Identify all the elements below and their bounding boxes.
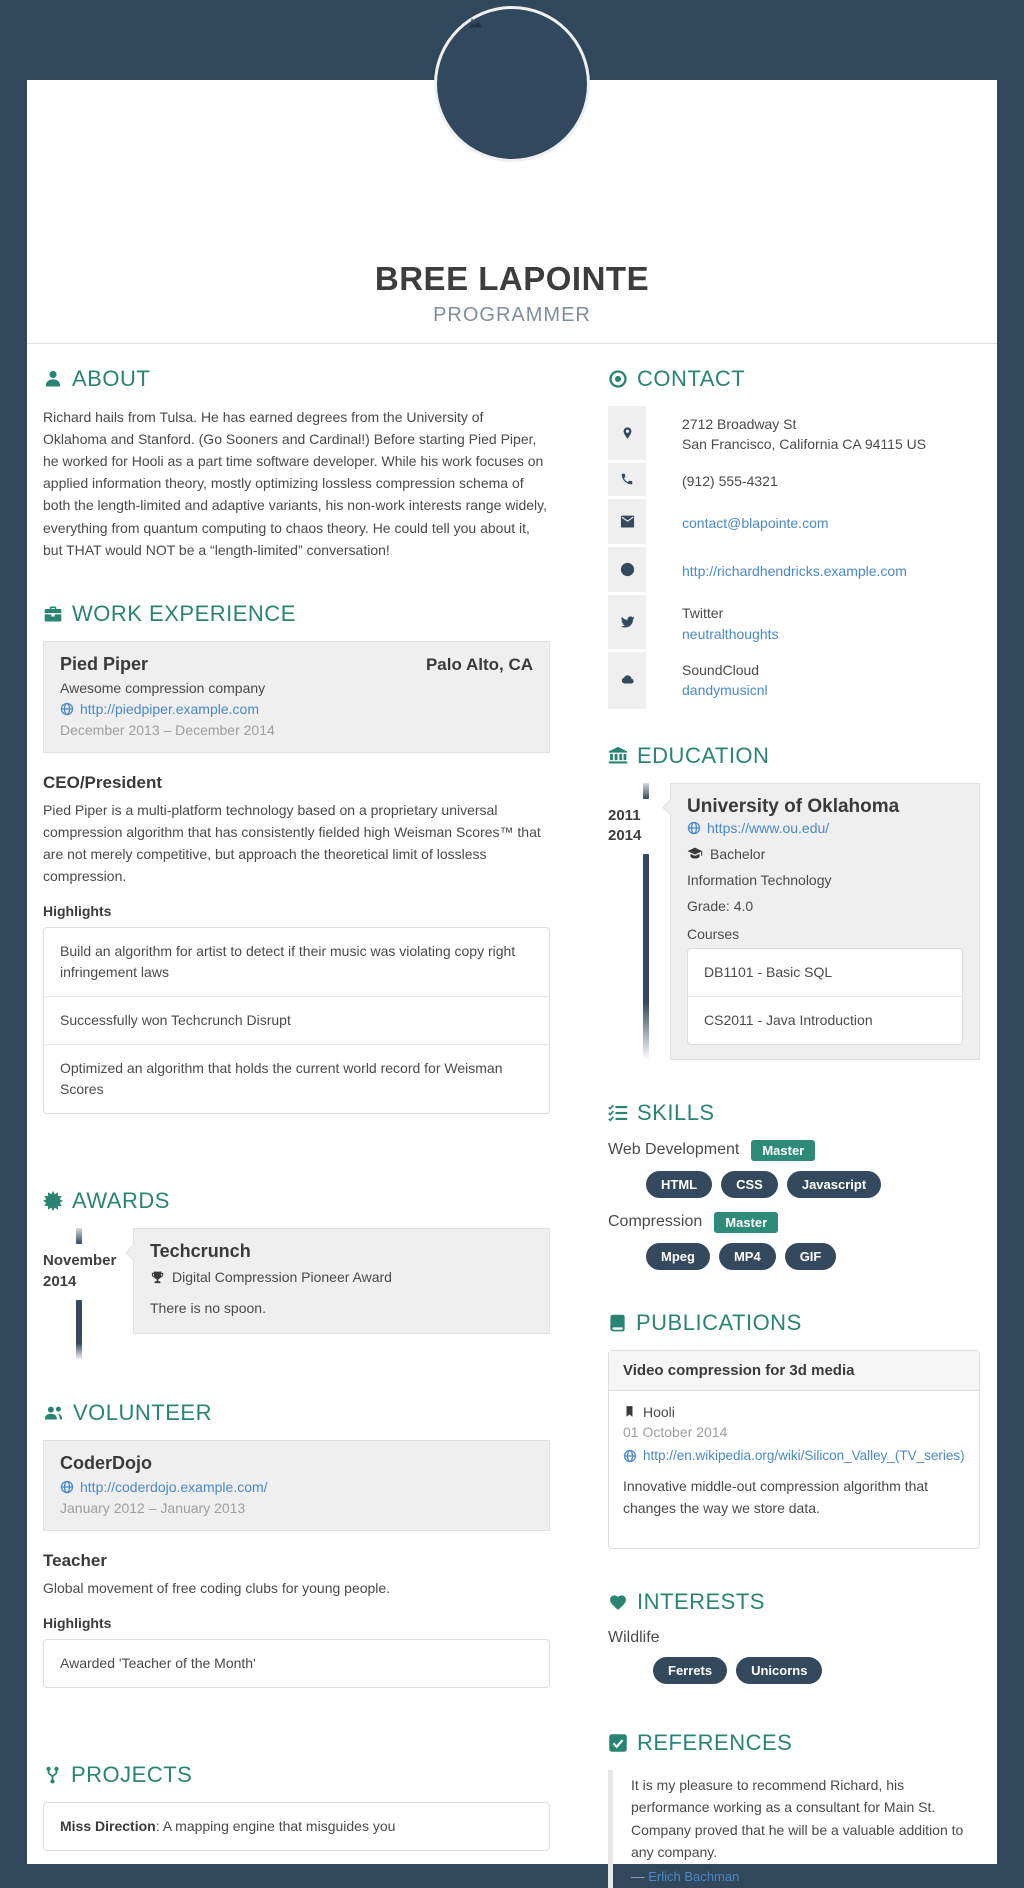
keyword-pill: HTML [646, 1171, 712, 1198]
publication-body [609, 1391, 979, 1549]
awards-timeline [43, 1228, 550, 1360]
briefcase-icon [43, 604, 63, 624]
profile-network: Twitter [682, 605, 724, 622]
envelope-icon [608, 499, 646, 547]
section-heading-contact [608, 366, 980, 392]
contact-email [646, 499, 980, 547]
contact-row-phone [608, 463, 980, 499]
section-heading-references [608, 1730, 980, 1756]
graduation-cap-icon [687, 847, 703, 861]
globe-icon [623, 1449, 637, 1463]
interest-keywords [653, 1657, 980, 1684]
keyword-pill: CSS [721, 1171, 778, 1198]
job-title: PROGRAMMER [433, 304, 591, 326]
timeline-bar [76, 1228, 82, 1244]
keyword-pill: MP4 [719, 1243, 776, 1270]
projects-list [43, 1802, 550, 1851]
skill-keywords [646, 1243, 980, 1270]
section-title: PROJECTS [71, 1762, 193, 1788]
bullseye-icon [608, 369, 628, 389]
twitter-icon [608, 595, 646, 652]
map-marker-icon [608, 406, 646, 463]
address-line: San Francisco, California CA 94115 US [682, 436, 927, 453]
award-year: 2014 [43, 1272, 77, 1290]
interest-name: Wildlife [608, 1629, 660, 1647]
skill-keywords [646, 1171, 980, 1198]
avatar [434, 6, 590, 162]
institution-website-link[interactable]: https://www.ou.edu/ [707, 819, 830, 836]
skill-group [608, 1212, 980, 1270]
section-heading-interests [608, 1589, 980, 1615]
keyword-pill: Javascript [787, 1171, 881, 1198]
award-month: November [43, 1252, 117, 1270]
section-title: INTERESTS [637, 1589, 765, 1615]
section-heading-publications [608, 1310, 980, 1336]
work-summary: Pied Piper is a multi-platform technology based on a proprietary universal compression algorithm that has consistently fielded high Weisman Scores™ that are not merely competitive, but approach the theoretical limit of lossless compression. [43, 801, 541, 885]
contact-address [646, 406, 980, 463]
soundcloud-icon [608, 652, 646, 709]
institution-name: University of Oklahoma [687, 795, 900, 817]
volunteer-org-card [43, 1440, 550, 1531]
seal-icon [43, 1191, 63, 1211]
company-name: Pied Piper [60, 653, 149, 674]
education-start-year: 2011 [608, 806, 641, 824]
contact-row-twitter [608, 595, 980, 652]
contact-row-soundcloud [608, 652, 980, 709]
project-description: : A mapping engine that misguides you [155, 1818, 396, 1835]
volunteer-dates: January 2012 – January 2013 [60, 1500, 246, 1517]
section-title: WORK EXPERIENCE [72, 600, 296, 626]
skill-level-badge: Master [714, 1212, 778, 1233]
interest-group [608, 1629, 980, 1684]
organization-name: CoderDojo [60, 1453, 152, 1474]
courses-list [687, 948, 963, 1045]
skill-group [608, 1140, 980, 1198]
company-location: Palo Alto, CA [425, 654, 533, 674]
keyword-pill: Unicorns [736, 1657, 822, 1684]
globe-icon [687, 821, 701, 835]
section-heading-education [608, 743, 980, 769]
timeline-bar [643, 854, 649, 1060]
reference-text: It is my pleasure to recommend Richard, his performance working as a consultant for Main St. Company proved that he will be a valuable addition to any company. [631, 1777, 964, 1860]
book-icon [608, 1313, 627, 1333]
highlights-label: Highlights [43, 903, 112, 920]
award-title: Techcrunch [150, 1241, 251, 1262]
list-item: Build an algorithm for artist to detect if their music was violating copy right infringement laws [44, 928, 549, 997]
bank-icon [608, 746, 628, 766]
section-title: EDUCATION [637, 742, 770, 768]
keyword-pill: GIF [785, 1243, 837, 1270]
contact-website [646, 547, 980, 595]
volunteer-position: Teacher [43, 1551, 107, 1571]
work-position: CEO/President [43, 772, 163, 792]
work-highlights-list [43, 927, 550, 1114]
resume-card [27, 80, 997, 1884]
globe-icon [60, 702, 74, 716]
publication-date: 01 October 2014 [623, 1423, 728, 1440]
section-title: CONTACT [637, 366, 746, 391]
contact-row-website [608, 547, 980, 595]
users-icon [43, 1403, 64, 1424]
page-title: BREE LAPOINTE [374, 260, 650, 297]
left-column [43, 366, 550, 1888]
contact-soundcloud [646, 652, 980, 709]
section-heading-about [43, 366, 550, 392]
section-heading-projects [43, 1762, 550, 1788]
contact-row-address [608, 406, 980, 463]
section-heading-awards [43, 1188, 550, 1214]
contact-table [608, 406, 980, 709]
website-link[interactable]: http://richardhendricks.example.com [682, 563, 907, 580]
code-fork-icon [43, 1765, 62, 1785]
about-text: Richard hails from Tulsa. He has earned degrees from the University of Oklahoma and Stanford. (Go Sooners and Cardinal!) Before starting Pied Piper, he worked for Hooli as a part time software developer. While his work focuses on applied information theory, mostly optimizing lossless compression schema of both the length-limited and adaptive variants, his non-work interests range widely, everything from quantum computing to chaos theory. He could tell you about it, but THAT would NOT be a “length-limited” conversation! [43, 409, 548, 558]
award-name: Digital Compression Pioneer Award [172, 1269, 392, 1286]
trophy-icon [150, 1270, 165, 1285]
education-degree: Bachelor [710, 845, 766, 862]
section-heading-work [43, 601, 550, 627]
section-title: SKILLS [637, 1099, 715, 1125]
section-title: VOLUNTEER [73, 1400, 212, 1426]
bookmark-icon [623, 1404, 636, 1419]
education-end-year: 2014 [608, 827, 642, 845]
education-timeline [608, 783, 980, 1060]
keyword-pill: Ferrets [653, 1657, 727, 1684]
list-item: Optimized an algorithm that holds the current world record for Weisman Scores [60, 1060, 503, 1098]
heart-icon [608, 1593, 628, 1612]
section-title: AWARDS [72, 1188, 170, 1214]
list-item: Successfully won Techcrunch Disrupt [44, 997, 549, 1045]
profile-network: SoundCloud [682, 662, 760, 679]
columns [27, 344, 997, 1888]
publication-summary: Innovative middle-out compression algorithm that changes the way we store data. [623, 1477, 929, 1516]
reference-author-link[interactable]: Erlich Bachman [648, 1868, 740, 1884]
contact-twitter [646, 595, 980, 652]
section-heading-volunteer [43, 1400, 550, 1426]
award-date [43, 1251, 133, 1292]
broken-image-icon [469, 18, 482, 28]
award-summary: There is no spoon. [150, 1300, 266, 1317]
timeline-gutter [608, 783, 670, 1060]
section-title: PUBLICATIONS [636, 1309, 802, 1335]
volunteer-summary: Global movement of free coding clubs for young people. [43, 1580, 391, 1597]
right-column [608, 366, 980, 1888]
list-check-icon [608, 1103, 628, 1123]
volunteer-highlights-list [43, 1639, 550, 1688]
timeline-bar [643, 783, 649, 799]
publication-title: Video compression for 3d media [609, 1351, 979, 1391]
organization-website-link[interactable]: http://coderdojo.example.com/ [80, 1479, 268, 1496]
timeline-bar [76, 1300, 82, 1361]
reference-quote [608, 1770, 980, 1887]
publication-publisher: Hooli [643, 1403, 675, 1420]
education-dates [608, 806, 670, 847]
keyword-pill: Mpeg [646, 1243, 710, 1270]
courses-label: Courses [687, 925, 740, 942]
education-grade: Grade: 4.0 [687, 897, 754, 914]
award-card [133, 1228, 550, 1334]
skill-name: Web Development [608, 1141, 740, 1159]
phone-icon [608, 463, 646, 499]
publication-card [608, 1350, 980, 1550]
attribution-dash: — [631, 1868, 645, 1884]
address-line: 2712 Broadway St [682, 416, 797, 432]
soundcloud-profile-link[interactable]: dandymusicnl [682, 682, 768, 699]
list-item: Awarded 'Teacher of the Month' [60, 1655, 256, 1672]
company-description: Awesome compression company [60, 679, 266, 696]
contact-phone: (912) 555-4321 [682, 472, 778, 489]
education-card [670, 783, 980, 1060]
company-website-link[interactable]: http://piedpiper.example.com [80, 700, 259, 717]
section-title: ABOUT [72, 366, 151, 391]
skill-name: Compression [608, 1213, 703, 1231]
project-name: Miss Direction [60, 1818, 156, 1835]
list-item [44, 1803, 549, 1850]
education-area: Information Technology [687, 871, 832, 888]
email-link[interactable]: contact@blapointe.com [682, 514, 829, 531]
skill-level-badge: Master [751, 1140, 815, 1161]
contact-row-email [608, 499, 980, 547]
section-title: REFERENCES [637, 1730, 793, 1756]
globe-icon [608, 547, 646, 595]
list-item: CS2011 - Java Introduction [704, 1011, 873, 1028]
work-company-card [43, 641, 550, 753]
twitter-profile-link[interactable]: neutralthoughts [682, 625, 779, 642]
list-item: DB1101 - Basic SQL [688, 949, 962, 997]
timeline-gutter [43, 1228, 133, 1360]
publication-link[interactable]: http://en.wikipedia.org/wiki/Silicon_Valley_(TV_series) [643, 1447, 965, 1463]
highlights-label: Highlights [43, 1615, 112, 1632]
check-square-icon [608, 1733, 628, 1753]
work-dates: December 2013 – December 2014 [60, 721, 275, 738]
section-heading-skills [608, 1100, 980, 1126]
person-icon [43, 369, 63, 389]
globe-icon [60, 1480, 74, 1494]
